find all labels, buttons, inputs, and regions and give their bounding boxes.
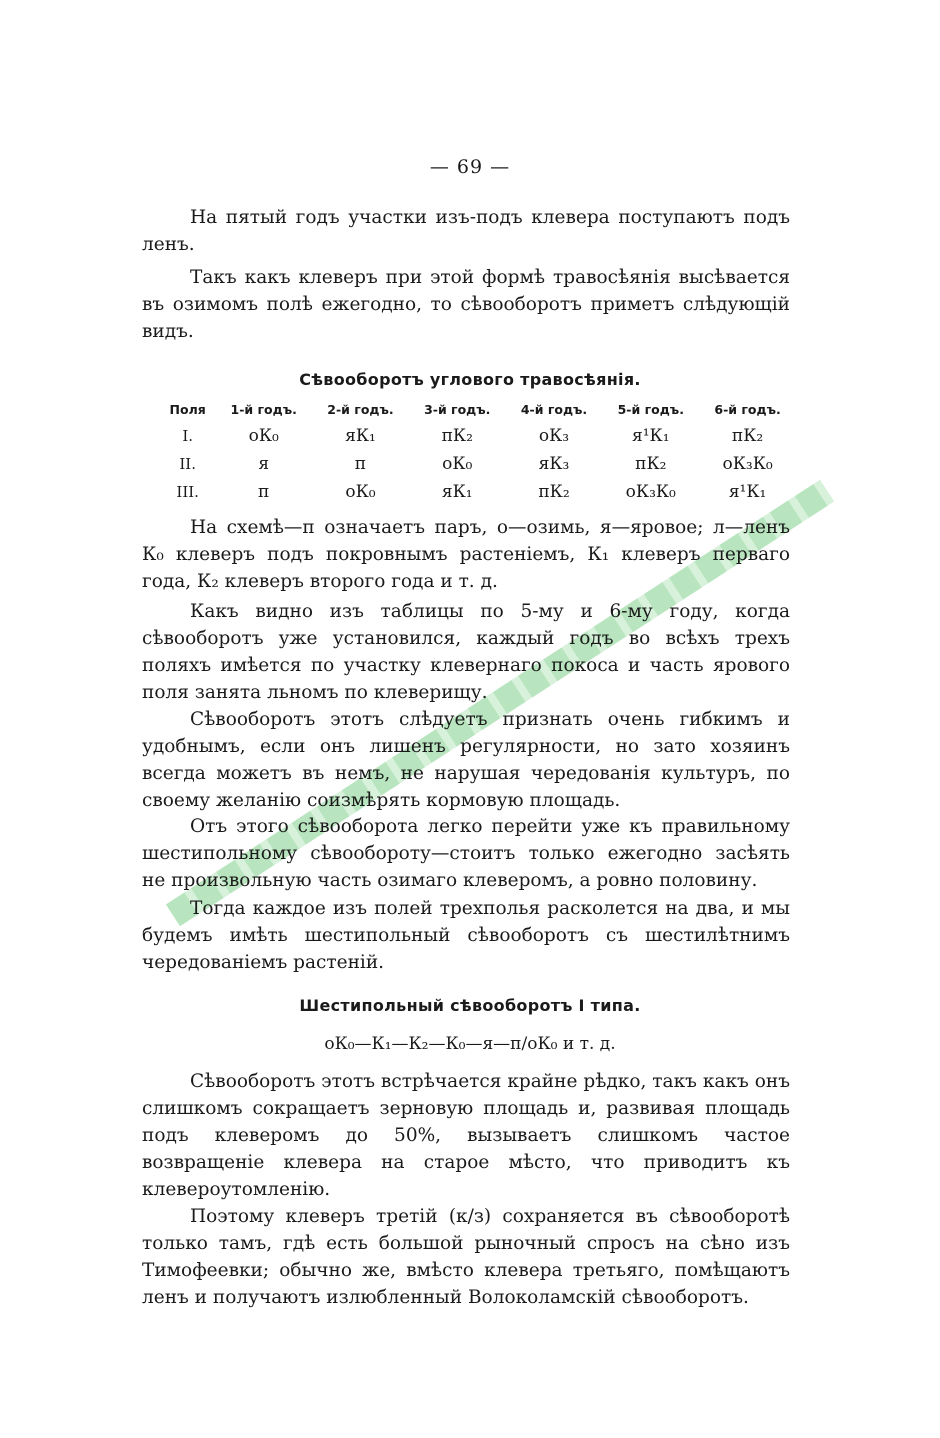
section-heading-2: Шестипольный сѣвооборотъ I типа. (299, 996, 641, 1015)
table-cell: я¹К₁ (728, 482, 767, 502)
row-label: III. (176, 483, 199, 501)
table-header-row (160, 400, 796, 422)
table-cell: яК₁ (345, 426, 376, 446)
paragraph-six-field: Тогда каждое изъ полей трехполья расколется на два, и мы будемъ имѣть шестипольный сѣвооборотъ съ шестилѣтнимъ чередованіемъ растеній. (142, 898, 790, 973)
row-label: I. (182, 427, 194, 445)
table-cell: оК₀ (248, 426, 279, 446)
table-cell: пК₂ (635, 454, 667, 474)
header-year-6: 6-й годъ. (714, 402, 781, 417)
paragraph-flexibility: Сѣвооборотъ этотъ слѣдуетъ признать очень гибкимъ и удобнымъ, если онъ лишенъ регулярности, но зато хозяинъ всегда можетъ въ немъ, не нарушая чередованія культуръ, по своему желанію соизмѣрять кормовую площадь. (142, 709, 790, 811)
table-cell: яК₃ (538, 454, 570, 474)
table-cell: оК₃К₀ (625, 482, 676, 502)
table-cell: оК₀ (442, 454, 473, 474)
table-row (160, 478, 796, 506)
table-cell: я (258, 454, 270, 474)
table-cell: оК₃ (538, 426, 570, 446)
header-year-1: 1-й годъ. (230, 402, 297, 417)
table-cell: пК₂ (731, 426, 764, 446)
header-year-3: 3-й годъ. (424, 402, 491, 417)
paragraph-intro: На пятый годъ участки изъ-подъ клевера поступаютъ подъ ленъ. (142, 207, 790, 255)
section-heading-1: Сѣвооборотъ углового травосѣянія. (299, 370, 641, 389)
crop-rotation-table (160, 400, 796, 506)
table-cell: я¹К₁ (632, 426, 670, 446)
table-cell: пК₂ (441, 426, 473, 446)
table-cell: п (258, 482, 270, 502)
rotation-formula: оК₀—К₁—К₂—К₀—я—п/оК₀ и т. д. (324, 1034, 616, 1054)
paragraph-intro-2: Такъ какъ клеверъ при этой формѣ травосѣянія высѣвается въ озимомъ полѣ ежегодно, то сѣвооборотъ приметъ слѣдующій видъ. (142, 267, 790, 342)
paragraph-rarity: Сѣвооборотъ этотъ встрѣчается крайне рѣдко, такъ какъ онъ слишкомъ сокращаетъ зерновую площадь и, развивая площадь подъ клеверомъ до 50%, вызываетъ слишкомъ частое возвращеніе клевера на старое мѣсто, что приводитъ къ клевероутомленію. (142, 1071, 790, 1200)
table-cell: пК₂ (538, 482, 570, 502)
page-number: — 69 — (429, 156, 511, 178)
header-year-5: 5-й годъ. (617, 402, 684, 417)
table-cell: яК₁ (441, 482, 473, 502)
table-cell: п (354, 454, 367, 474)
header-fields: Поля (169, 402, 206, 417)
header-year-2: 2-й годъ. (327, 402, 394, 417)
table-cell: оК₃К₀ (722, 454, 773, 474)
table-row (160, 422, 796, 450)
paragraph-volokolamsk: Поэтому клеверъ третій (к/з) сохраняется въ сѣвооборотѣ только тамъ, гдѣ есть большой рыночный спросъ на сѣно изъ Тимофеевки; обычно же, вмѣсто клевера третьяго, помѣщаютъ ленъ и получаютъ излюбленный Волоколамскій сѣвооборотъ. (142, 1206, 790, 1308)
paragraph-analysis: Какъ видно изъ таблицы по 5-му и 6-му году, когда сѣвооборотъ уже установился, каждый годъ во всѣхъ трехъ поляхъ имѣется по участку клевернаго покоса и часть ярового поля занята льномъ по клеверищу. (142, 601, 790, 703)
table-row (160, 450, 796, 478)
table-cell: оК₀ (345, 482, 376, 502)
row-label: II. (179, 455, 196, 473)
header-year-4: 4-й годъ. (520, 402, 588, 417)
paragraph-legend: На схемѣ—п означаетъ паръ, о—озимь, я—яровое; л—ленъ К₀ клеверъ подъ покровнымъ растеніемъ, К₁ клеверъ перваго года, К₂ клеверъ второго года и т. д. (142, 517, 790, 592)
paragraph-transition: Отъ этого сѣвооборота легко перейти уже къ правильному шестипольному сѣвообороту—стоитъ только ежегодно засѣять не произвольную часть озимаго клеверомъ, а ровно половину. (142, 816, 790, 891)
